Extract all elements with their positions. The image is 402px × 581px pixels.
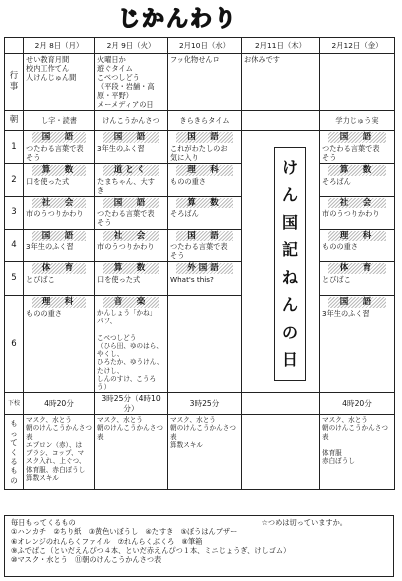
row-label: 4 bbox=[5, 229, 24, 262]
subject-name: 国 語 bbox=[328, 297, 386, 308]
schedule-cell bbox=[24, 196, 95, 229]
subject-name: 体 育 bbox=[32, 263, 86, 274]
schedule-cell bbox=[95, 164, 168, 197]
lesson-topic: つたわる言葉で表 そう bbox=[322, 143, 380, 162]
subject-name: 体 育 bbox=[328, 263, 386, 274]
schedule-cell bbox=[95, 196, 168, 229]
schedule-cell: マスク、水とう 朝のけんこうかんさつ表 体育服 赤白ぼうし bbox=[320, 415, 395, 490]
schedule-cell: 4時20分 bbox=[320, 393, 395, 415]
schedule-cell bbox=[320, 164, 395, 197]
holiday-label bbox=[274, 147, 306, 381]
row-label: 1 bbox=[5, 131, 24, 164]
schedule-cell: お休みです bbox=[242, 54, 320, 111]
lesson-topic: かんしょう「かね」 パフ、 こべつしどう （ひら田、ゆのはら、やくし、 ひろたか、ゆうけん、たけし、 しんのすけ、こうろう） bbox=[97, 308, 164, 391]
subject-name: 国 語 bbox=[103, 132, 159, 143]
schedule-cell bbox=[95, 262, 168, 296]
row-label: 2 bbox=[5, 164, 24, 197]
daily-items-heading: 毎日もってくるもの bbox=[11, 518, 76, 527]
schedule-cell: フッ化物せんロ bbox=[168, 54, 242, 111]
lesson-topic: とびばこ bbox=[322, 274, 351, 284]
subject-name: 外国語 bbox=[176, 263, 233, 274]
lesson-topic: What's this? bbox=[170, 274, 214, 284]
schedule-cell bbox=[242, 393, 320, 415]
schedule-cell: きらきらタイム bbox=[168, 111, 242, 131]
schedule-cell bbox=[168, 164, 242, 197]
subject-name: 国 語 bbox=[32, 231, 86, 242]
schedule-cell: マスク、水とう 朝のけんこうかんさつ表 エプロン（赤）、は ブラシ、コップ、マ スク入れ、上ぐつ、 体育服、赤白ぼうし 算数スキル bbox=[24, 415, 95, 490]
schedule-cell bbox=[320, 296, 395, 393]
timetable bbox=[4, 37, 395, 490]
subject-name: 国 語 bbox=[176, 231, 233, 242]
subject-name: 社 会 bbox=[328, 198, 386, 209]
schedule-cell bbox=[24, 131, 95, 164]
schedule-cell bbox=[168, 131, 242, 164]
lesson-topic: 口を使った式 bbox=[26, 176, 70, 186]
holiday-char: け bbox=[281, 157, 298, 177]
lesson-topic: 市のうつりかわり bbox=[26, 209, 84, 219]
lesson-topic: 3年生のふく習 bbox=[322, 308, 370, 318]
row-label: 朝 bbox=[5, 111, 24, 131]
row-label: 6 bbox=[5, 296, 24, 393]
schedule-cell bbox=[320, 262, 395, 296]
daily-items-box bbox=[4, 515, 394, 577]
schedule-cell bbox=[168, 196, 242, 229]
subject-name: 国 語 bbox=[328, 132, 386, 143]
schedule-cell bbox=[242, 415, 320, 490]
subject-name: 社 会 bbox=[32, 198, 86, 209]
holiday-char: ね bbox=[281, 267, 298, 287]
page-title: じかんわり bbox=[118, 6, 239, 32]
row-label: 下校 bbox=[5, 393, 24, 415]
schedule-cell: けんこうかんさつ bbox=[95, 111, 168, 131]
corner-cell bbox=[5, 38, 24, 54]
lesson-topic: つたわる言葉で表 そう bbox=[170, 242, 228, 261]
lesson-topic: ものの重さ bbox=[322, 242, 358, 252]
schedule-cell bbox=[24, 296, 95, 393]
schedule-cell: 3時25分 bbox=[168, 393, 242, 415]
day-header: 2月12日（金） bbox=[320, 38, 395, 54]
lesson-topic: 3年生のふく習 bbox=[26, 242, 74, 252]
row-label: も っ て く る も の bbox=[5, 415, 24, 490]
subject-name: 理 科 bbox=[328, 231, 386, 242]
schedule-cell bbox=[95, 296, 168, 393]
subject-name: 算 数 bbox=[103, 263, 159, 274]
schedule-cell: 3時25分（4時10分） bbox=[95, 393, 168, 415]
daily-items-line: ⑥オレンジのれんらくファイル ⑦れんらくぶくろ ⑧筆箱 bbox=[11, 536, 203, 546]
lesson-topic: つたわる言葉で表 そう bbox=[26, 143, 84, 162]
lesson-topic: 口を使った式 bbox=[97, 274, 141, 284]
daily-items-line: ⑩マスク・水とう ⑪朝のけんこうかんさつ表 bbox=[11, 555, 162, 565]
schedule-cell bbox=[168, 296, 242, 393]
schedule-cell bbox=[24, 164, 95, 197]
subject-name: 算 数 bbox=[328, 165, 386, 176]
day-header: 2月 8日（月） bbox=[24, 38, 95, 54]
holiday-char: 日 bbox=[281, 350, 298, 370]
holiday-char: 国 bbox=[281, 212, 298, 232]
schedule-cell bbox=[320, 196, 395, 229]
daily-items-line: ⑨ふでばこ（といだえんぴつ４本、といだ赤えんぴつ１本、ミニじょうぎ、けしゴム） bbox=[11, 546, 291, 556]
lesson-topic: つたわる言葉で表 そう bbox=[97, 209, 155, 228]
subject-name: 理 科 bbox=[176, 165, 233, 176]
lesson-topic: ものの重さ bbox=[26, 308, 62, 318]
day-header: 2月 9日（火） bbox=[95, 38, 168, 54]
schedule-cell bbox=[95, 131, 168, 164]
lesson-topic: 3年生のふく習 bbox=[97, 143, 145, 153]
row-label: 3 bbox=[5, 196, 24, 229]
lesson-topic: とびばこ bbox=[26, 274, 55, 284]
schedule-cell bbox=[168, 262, 242, 296]
lesson-topic: たまちゃん、大す き bbox=[97, 176, 155, 195]
schedule-cell bbox=[242, 111, 320, 131]
schedule-cell bbox=[320, 131, 395, 164]
schedule-cell bbox=[320, 229, 395, 262]
subject-name: 理 科 bbox=[32, 297, 86, 308]
lesson-topic: 市のうつりかわり bbox=[97, 242, 155, 252]
subject-name: 道とく bbox=[103, 165, 159, 176]
lesson-topic: ものの重さ bbox=[170, 176, 206, 186]
subject-name: 音 楽 bbox=[103, 297, 159, 308]
schedule-cell: 学力じゅう実 bbox=[320, 111, 395, 131]
schedule-cell: マスク、水とう 朝のけんこうかんさつ表 算数スキル bbox=[168, 415, 242, 490]
subject-name: 国 語 bbox=[32, 132, 86, 143]
holiday-char: ん bbox=[281, 185, 298, 205]
day-header: 2月10日（水） bbox=[168, 38, 242, 54]
holiday-char: 記 bbox=[281, 240, 298, 260]
daily-items-line: ①ハンカチ ②ちり紙 ③黄色いぼうし ④たすき ⑤ぼうはんブザー bbox=[11, 527, 238, 537]
lesson-topic: これがわたしのお 気に入り bbox=[170, 143, 228, 162]
schedule-cell bbox=[320, 54, 395, 111]
schedule-cell: マスク、水とう 朝のけんこうかんさつ表 bbox=[95, 415, 168, 490]
schedule-cell bbox=[95, 229, 168, 262]
subject-name: 国 語 bbox=[176, 132, 233, 143]
subject-name: 算 数 bbox=[176, 198, 233, 209]
holiday-char: の bbox=[281, 322, 298, 342]
subject-name: 国 語 bbox=[103, 198, 159, 209]
schedule-cell: 4時20分 bbox=[24, 393, 95, 415]
schedule-cell: し字・読書 bbox=[24, 111, 95, 131]
lesson-topic: そろばん bbox=[322, 176, 351, 186]
schedule-cell: せい教育月間 校内工作てん 人けんじゅん間 bbox=[24, 54, 95, 111]
schedule-cell bbox=[24, 262, 95, 296]
subject-name: 算 数 bbox=[32, 165, 86, 176]
holiday-char: ん bbox=[281, 295, 298, 315]
row-label: 5 bbox=[5, 262, 24, 296]
row-label: 行 事 bbox=[5, 54, 24, 111]
schedule-cell bbox=[168, 229, 242, 262]
lesson-topic: 市のうつりかわり bbox=[322, 209, 380, 219]
day-header: 2月11日（木） bbox=[242, 38, 320, 54]
schedule-cell bbox=[24, 229, 95, 262]
subject-name: 社 会 bbox=[103, 231, 159, 242]
nail-note: ☆つめは切っていますか。 bbox=[261, 518, 347, 527]
lesson-topic: そろばん bbox=[170, 209, 199, 219]
schedule-cell: 火曜日か 遊ぐタイム こべつしどう （平段・岩舗・高 原・平野） メーメディアの日 bbox=[95, 54, 168, 111]
